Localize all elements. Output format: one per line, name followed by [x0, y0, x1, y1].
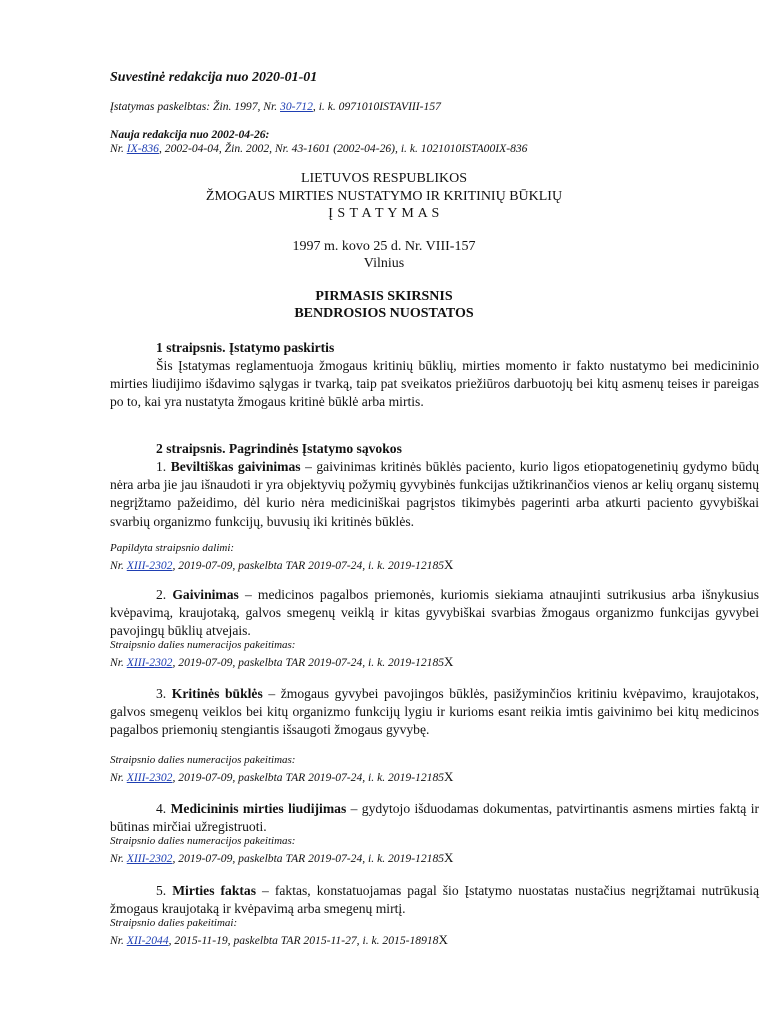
definition-3-source-suffix: , 2019-07-09, paskelbta TAR 2019-07-24, i. k. 2019-12185 [172, 771, 445, 784]
article1-text: Šis Įstatymas reglamentuoja žmogaus kritinių būklių, mirties momento ir fakto nustatymo bei medicininio mirties liudijimo išdavimo sąlygas ir tvarką, taip pat sveikatos priežiūros darbuotojų bei kitų asmenų teises ir pareigas po to, kai yra nustatyta žmogaus kritinė būklė arba mirtis. [110, 358, 759, 410]
definition-3-source-prefix: Nr. [110, 771, 127, 784]
definition-5-note: Straipsnio dalies pakeitimai: [110, 917, 238, 929]
definition-4 [110, 800, 759, 836]
article2-heading: 2 straipsnis. Pagrindinės Įstatymo sąvokos [156, 441, 402, 456]
definition-4-text: – gydytojo išduodamas dokumentas, patvirtinantis asmens mirties faktą ir būtinas mirčiai užregistruoti. [110, 801, 759, 835]
article1-heading: 1 straipsnis. Įstatymo paskirtis [156, 340, 335, 355]
definition-1-number: 1. [156, 459, 171, 474]
definition-1-note: Papildyta straipsnio dalimi: [110, 542, 235, 554]
definition-1-text: – gaivinimas kritinės būklės paciento, kurio ligos etiopatogenetinių gydymo būdų nėra arba jie jau išnaudoti ir yra objektyvių požymių gyvybinės funkcijas užtikrinančios vienos ar kelių organų sistemų negrįžtamo pažeidimo, dėl kurio nėra mediciniškai pagrįstos tikimybės pagerinti arba atkurti paciento gyvybiškai svarbių organizmo funkcijų, buvusių iki kritinės būklės. [110, 459, 759, 529]
definition-1 [110, 458, 759, 531]
definition-4-number: 4. [156, 801, 171, 816]
definition-5-number: 5. [156, 883, 173, 898]
section-title-line1: PIRMASIS SKIRSNIS [315, 289, 453, 304]
definition-1-source-suffix: , 2019-07-09, paskelbta TAR 2019-07-24, i. k. 2019-12185 [172, 559, 445, 572]
definition-4-source-suffix: , 2019-07-09, paskelbta TAR 2019-07-24, i. k. 2019-12185 [172, 852, 445, 865]
definition-1-term: Beviltiškas gaivinimas [170, 459, 301, 474]
definition-5-source [110, 932, 448, 948]
new-version-suffix: , 2002-04-04, Žin. 2002, Nr. 43-1601 (2002-04-26), i. k. 1021010ISTA00IX-836 [158, 142, 528, 155]
definition-3-number: 3. [156, 686, 172, 701]
definition-2-note: Straipsnio dalies numeracijos pakeitimas: [110, 639, 296, 651]
new-version-title: Nauja redakcija nuo 2002-04-26: [110, 128, 270, 141]
definition-4-source-prefix: Nr. [110, 852, 127, 865]
definition-3-source-mark: X [444, 769, 454, 784]
definition-2-source-mark: X [444, 654, 454, 669]
law-date-line: 1997 m. kovo 25 d. Nr. VIII-157 [292, 239, 476, 254]
published-suffix: , i. k. 0971010ISTAVIII-157 [312, 100, 441, 113]
published-prefix: Įstatymas paskelbtas: Žin. 1997, Nr. [110, 100, 281, 113]
definition-2-source-suffix: , 2019-07-09, paskelbta TAR 2019-07-24, i. k. 2019-12185 [172, 656, 445, 669]
definition-4-source-link[interactable]: XIII-2302 [126, 852, 173, 865]
definition-5 [110, 882, 759, 918]
definition-1-source [110, 557, 453, 573]
definition-2-text: – medicinos pagalbos priemonės, kuriomis siekiama atnaujinti sutrikusius arba išnykusius kvėpavimą, kraujotaką, galvos smegenų veiklą ir kitas gyvybiškai svarbias žmogaus organizmo funkcijas gyvybei pavojingų būklių atvejais. [110, 587, 759, 639]
consolidated-version: Suvestinė redakcija nuo 2020-01-01 [110, 70, 318, 85]
definition-5-source-suffix: , 2015-11-19, paskelbta TAR 2015-11-27, i. k. 2015-18918 [168, 934, 439, 947]
published-link[interactable]: 30-712 [280, 100, 313, 113]
title-line2: ŽMOGAUS MIRTIES NUSTATYMO IR KRITINIŲ BŪKLIŲ [205, 189, 563, 204]
definition-3-note: Straipsnio dalies numeracijos pakeitimas: [110, 754, 296, 766]
definition-5-source-link[interactable]: XII-2044 [126, 934, 169, 947]
definition-2-term: Gaivinimas [172, 587, 239, 602]
definition-5-text: – faktas, konstatuojamas pagal šio Įstatymo nuostatas nustačius negrįžtamai nutrūkusią žmogaus kraujotaką ir kvėpavimą arba smegenų mirtį. [110, 883, 760, 917]
definition-1-source-prefix: Nr. [110, 559, 127, 572]
definition-5-term: Mirties faktas [172, 883, 257, 898]
definition-2-source-link[interactable]: XIII-2302 [126, 656, 173, 669]
title-line1: LIETUVOS RESPUBLIKOS [300, 171, 468, 186]
definition-5-source-mark: X [438, 932, 448, 947]
definition-3-text: – žmogaus gyvybei pavojingos būklės, pasižyminčios kritiniu kvėpavimo, kraujotakos, galvos smegenų veiklos bei kitų organizmo funkcijų lygiu ir kurioms esant reikia imtis gaivinimo bei kitų medicinos pagalbos priemonių stengiantis išsaugoti žmogaus gyvybę. [110, 686, 759, 738]
definition-2-source-prefix: Nr. [110, 656, 127, 669]
definition-1-source-link[interactable]: XIII-2302 [126, 559, 173, 572]
definition-4-source-mark: X [444, 850, 454, 865]
definition-4-source [110, 850, 453, 866]
new-version-info [110, 142, 527, 155]
definition-5-source-prefix: Nr. [110, 934, 127, 947]
law-place: Vilnius [363, 256, 405, 271]
definition-4-note: Straipsnio dalies numeracijos pakeitimas: [110, 835, 296, 847]
definition-3-source-link[interactable]: XIII-2302 [126, 771, 173, 784]
new-version-link[interactable]: IX-836 [126, 142, 159, 155]
new-version-prefix: Nr. [110, 142, 127, 155]
definition-3-source [110, 769, 453, 785]
definition-3-term: Kritinės būklės [171, 686, 263, 701]
definition-1-source-mark: X [444, 557, 454, 572]
section-title-line2: BENDROSIOS NUOSTATOS [294, 306, 474, 321]
definition-4-term: Medicininis mirties liudijimas [170, 801, 347, 816]
definition-2-source [110, 654, 453, 670]
definition-2 [110, 586, 759, 641]
title-line3: Į S T A T Y M A S [328, 206, 440, 221]
published-info [110, 100, 441, 113]
definition-2-number: 2. [156, 587, 173, 602]
definition-3 [110, 685, 759, 740]
